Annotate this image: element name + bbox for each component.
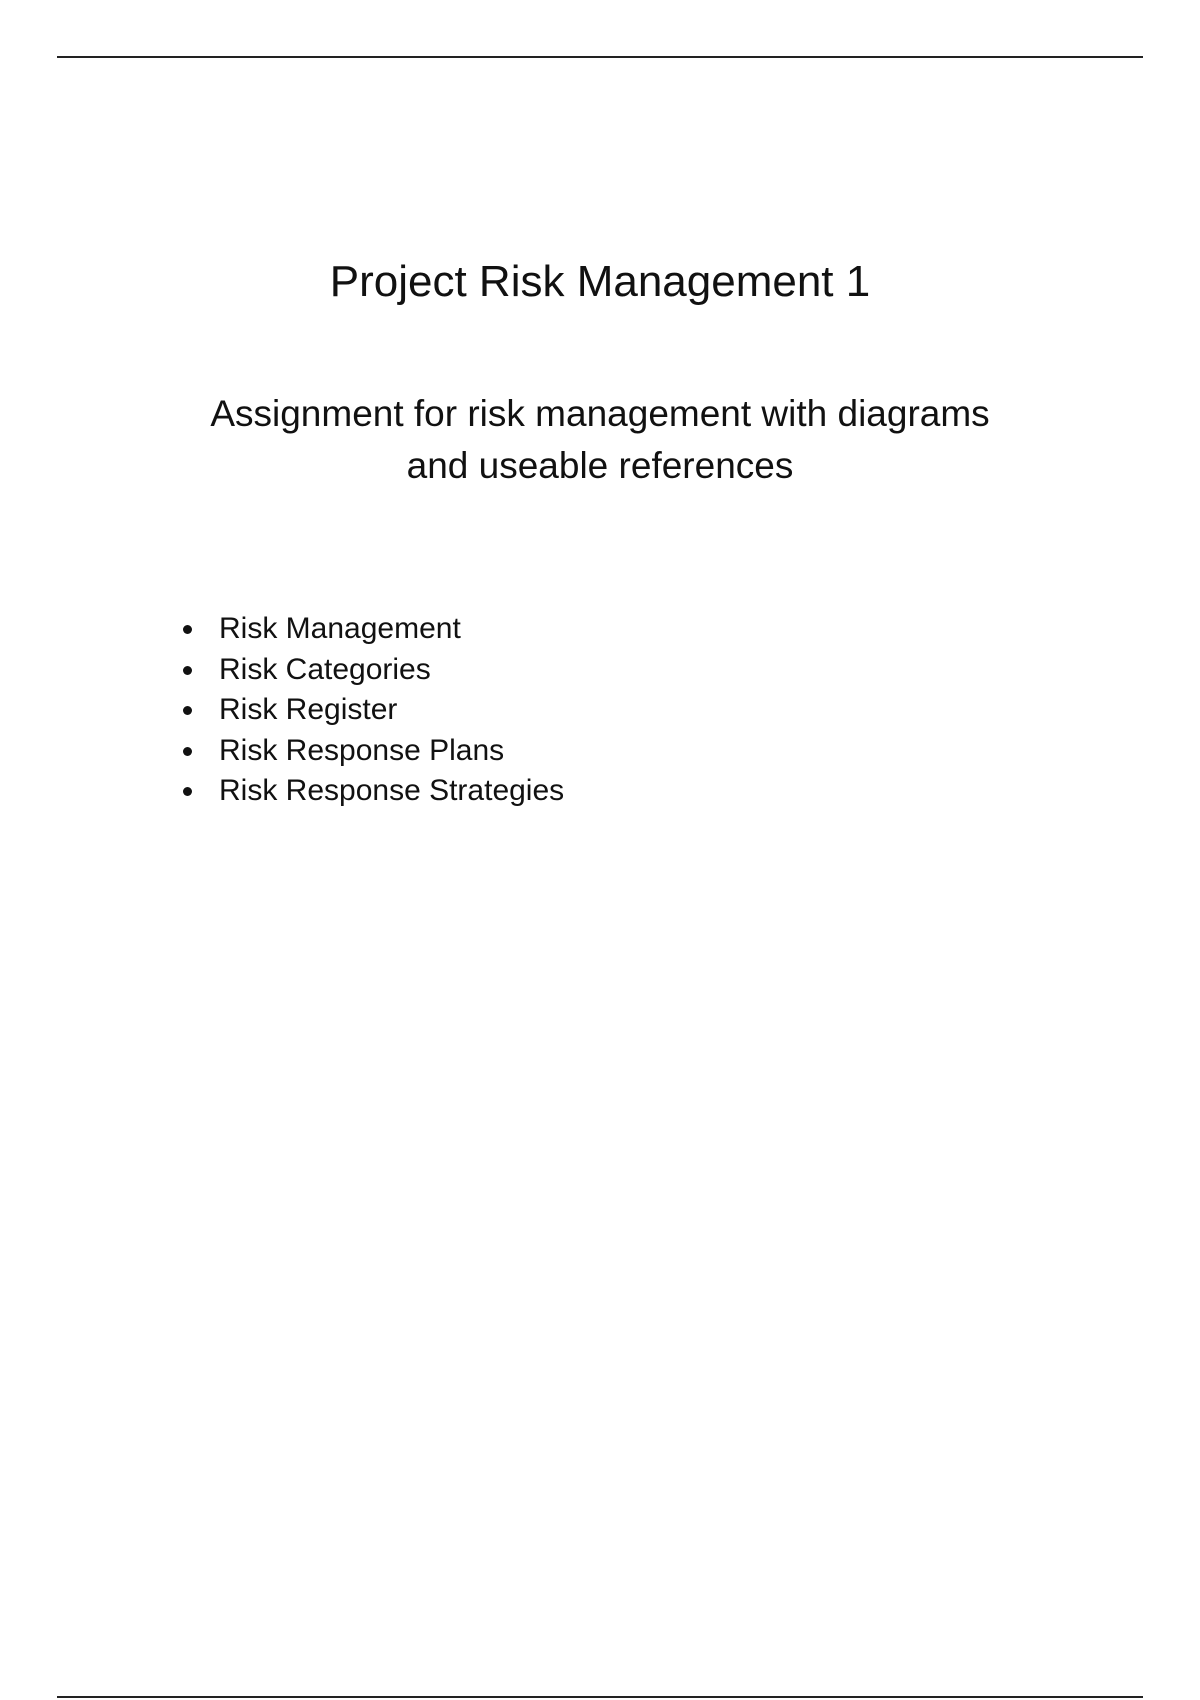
document-subtitle [150,388,1050,492]
topic-label: Risk Response Plans [219,733,505,767]
subtitle-line: and useable references [406,445,794,486]
topic-item [178,731,564,772]
subtitle-line: Assignment for risk management with diagrams [210,393,990,434]
topic-label: Risk Management [219,612,461,645]
bullet-icon [183,666,192,675]
topic-label: Risk Register [219,693,398,726]
bottom-rule [57,1696,1143,1698]
top-rule [57,56,1143,58]
bullet-icon [183,625,192,634]
bullet-icon [183,706,192,715]
topic-list [178,609,564,812]
topic-label: Risk Response Strategies [219,774,565,807]
topic-label: Risk Categories [219,652,431,686]
topic-item [178,690,564,731]
topic-item [178,609,564,650]
topic-item [178,650,564,691]
topic-item [178,771,564,812]
bullet-icon [183,747,192,756]
document-title: Project Risk Management 1 [329,257,871,306]
bullet-icon [183,787,192,796]
